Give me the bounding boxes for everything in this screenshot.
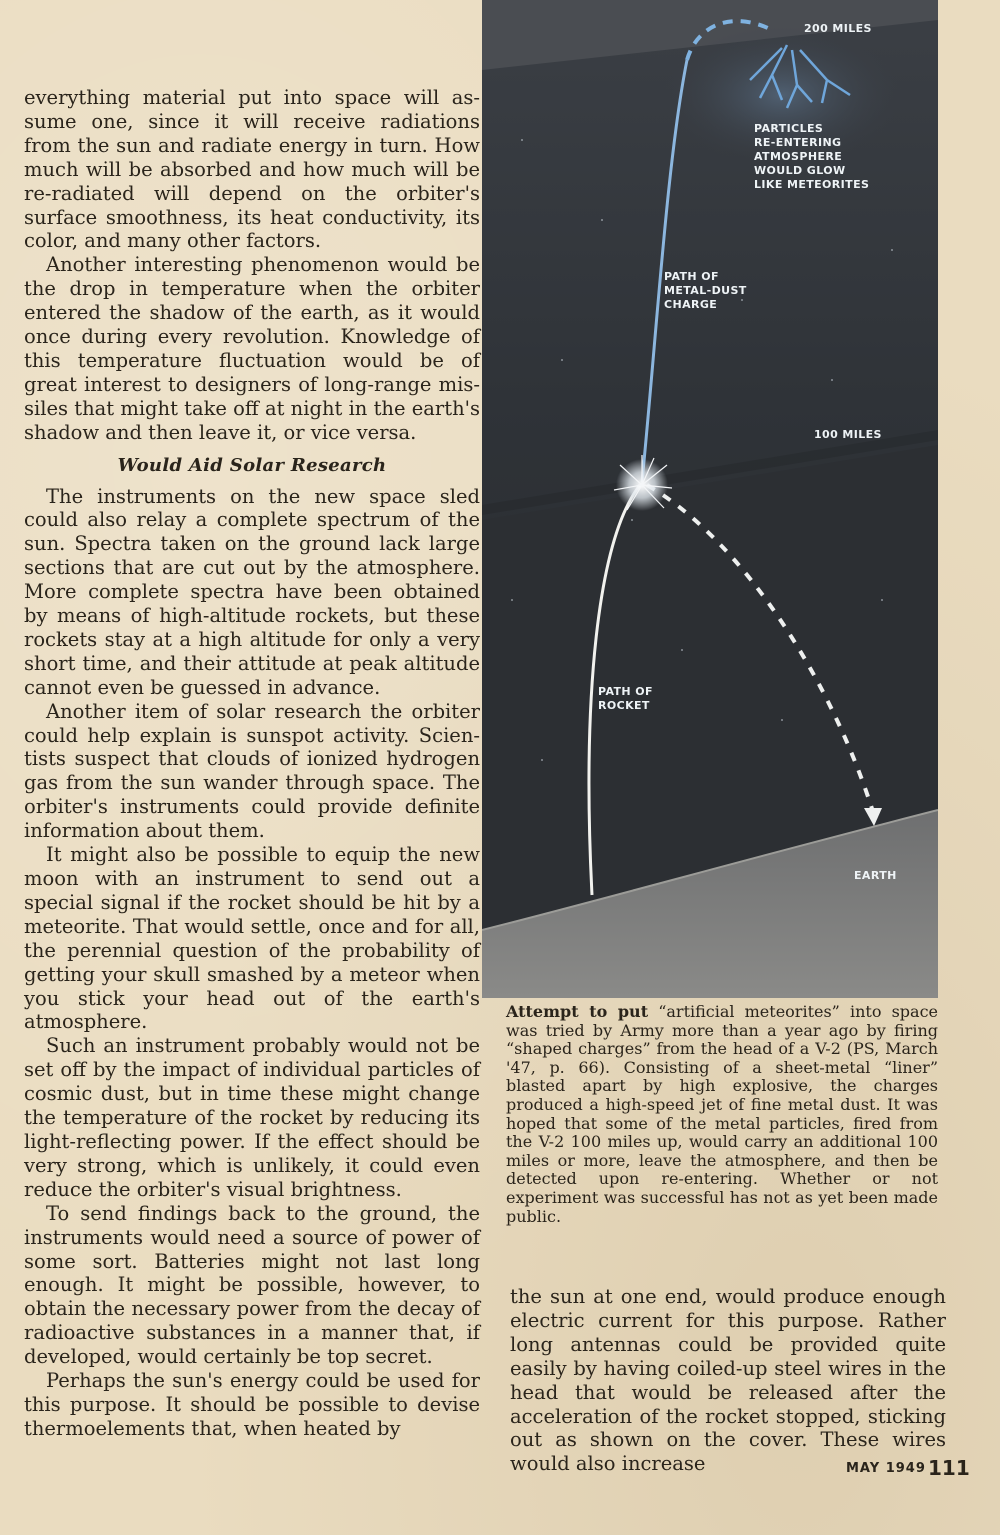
paragraph: To send findings back to the ground, the instruments would need a source of power of some sort. Batteries might not last long enough. It might be possible, however, to obtain the necessary power from the decay of radioactive substances in a manner that, if developed, would certainly be top secret. xyxy=(24,1201,480,1369)
rocket-trajectory-illustration xyxy=(482,0,938,998)
paragraph: Another item of solar research the orbiter could help explain is sunspot activity. Scientists suspect that clouds of ionized hydrogen gas from the sun wander through space. The orbiter's instruments could provide definite information about them. xyxy=(24,699,480,843)
paragraph: It might also be possible to equip the new moon with an instrument to send out a special signal if the rocket should be hit by a meteorite. That would settle, once and for all, the perennial question of the probability of getting your skull smashed by a meteor when you stick your head out of the earth's atmosphere. xyxy=(24,843,480,1034)
label-200-miles: 200 MILES xyxy=(804,22,872,35)
paragraph: Another interesting phenomenon would be the drop in temperature when the orbiter entered the shadow of the earth, as it would once during every revolution. Knowledge of this temperature fluctuation would be of great interest to designers of long-range missiles that might take off at night in the earth's shadow and then leave it, or vice versa. xyxy=(24,253,480,444)
paragraph: Perhaps the sun's energy could be used for this purpose. It should be possible to devise thermoelements that, when heated by xyxy=(24,1369,480,1440)
paragraph: everything material put into space will assume one, since it will receive radiations from the sun and radiate energy in turn. How much will be absorbed and how much will be re-radiated will depend on the orbiter's surface smoothness, its heat conductivity, its color, and many other factors. xyxy=(24,86,480,253)
label-particles-reentering: PARTICLES RE-ENTERING ATMOSPHERE WOULD GLOW LIKE METEORITES xyxy=(754,122,870,191)
paragraph: The instruments on the new space sled could also relay a complete spectrum of the sun. Spectra taken on the ground lack large sections that are cut out by the atmosphere. More complete spectra have been obtained by means of high-altitude rockets, but these rockets stay at a high altitude for only a very short time, and their attitude at peak altitude cannot even be guessed in advance. xyxy=(24,484,480,699)
right-text-column xyxy=(510,1285,946,1476)
footer-date: MAY 1949 xyxy=(846,1461,926,1476)
illustration-graphics xyxy=(482,0,938,998)
section-heading: Would Aid Solar Research xyxy=(117,454,387,476)
label-path-metal-dust: PATH OF METAL-DUST CHARGE xyxy=(664,270,747,311)
figure-caption xyxy=(506,1003,938,1226)
paragraph: the sun at one end, would produce enough electric current for this purpose. Rather long antennas could be provided quite easily by having coiled-up steel wires in the head that would be released after the acceleration of the rocket stopped, sticking out as shown on the cover. These wires would also increase xyxy=(510,1285,946,1476)
paragraph: Such an instrument probably would not be set off by the impact of individual particles of cosmic dust, but in time these might change the temperature of the rocket by reducing its light-reflecting power. If the effect should be very strong, which is unlikely, it could even reduce the orbiter's visual brightness. xyxy=(24,1034,480,1201)
caption-lead: Attempt to put xyxy=(506,1002,649,1021)
left-text-column xyxy=(24,86,480,1441)
label-path-rocket: PATH OF ROCKET xyxy=(598,685,653,712)
label-earth: EARTH xyxy=(854,869,897,882)
page-number: 111 xyxy=(928,1456,970,1480)
caption-body: “artificial meteorites” into space was tried by Army more than a year ago by firing “shaped charges” from the head of a V-2 (PS, March '47, p. 66). Consisting of a sheet-metal “liner” blasted apart by high explosive, the charges produced a high-speed jet of fine metal dust. It was hoped that some of the metal particles, fired from the V-2 100 miles up, would carry an additional 100 miles or more, leave the atmosphere, and then be detected upon re-entering. Whether or not experiment was successful has not as yet been made public. xyxy=(506,1002,938,1226)
label-100-miles: 100 MILES xyxy=(814,428,882,441)
